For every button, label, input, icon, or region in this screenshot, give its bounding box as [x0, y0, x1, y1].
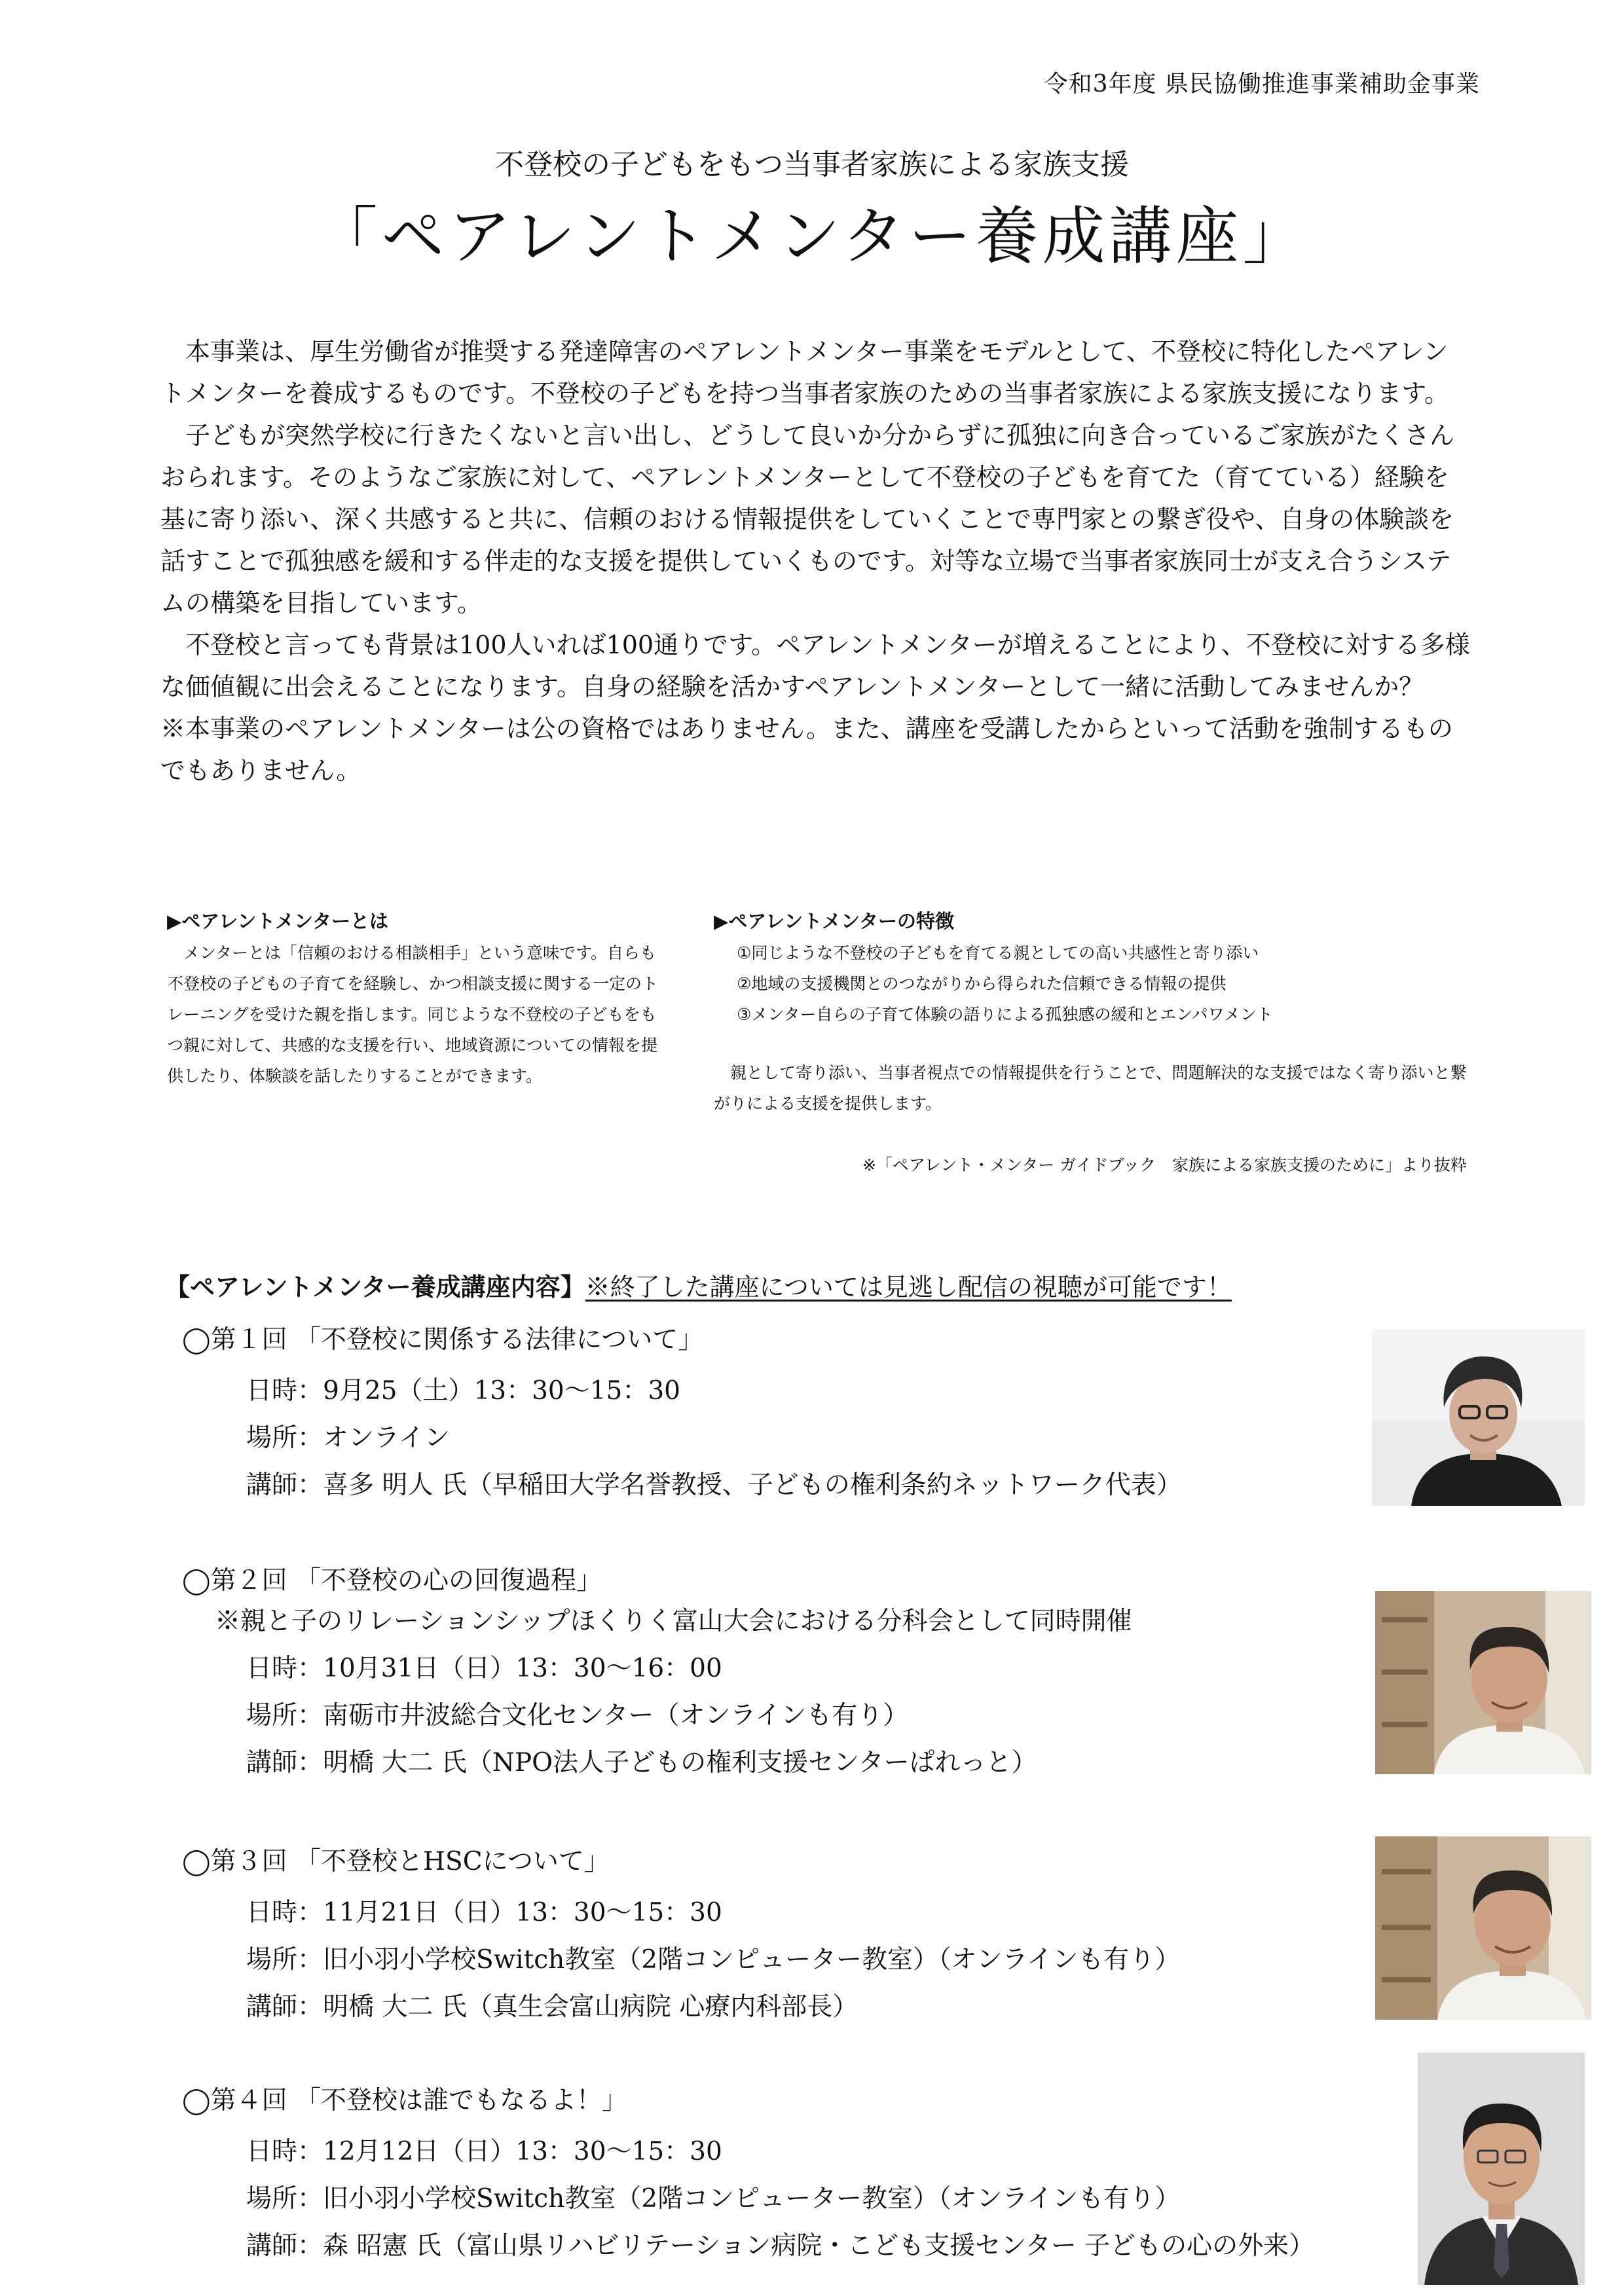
session-datetime: 日時：11月21日（日）13：30〜15：30	[246, 1898, 722, 1927]
courses-notice: ※終了した講座については見逃し配信の視聴が可能です！	[585, 1273, 1232, 1302]
session-place: 場所：旧小羽小学校Switch教室（2階コンピューター教室）（オンラインも有り）	[246, 2184, 1181, 2214]
page-subtitle: 不登校の子どもをもつ当事者家族による家族支援	[495, 148, 1129, 181]
intro-paragraph: 子どもが突然学校に行きたくないと言い出し、どうして良いか分からずに孤独に向き合っているご家族がたくさんおられます。そのようなご家族に対して、ペアレントメンターとして不登校の子どもを育てた（育てている）経験を基に寄り添い、深く共感すると共に、信頼のおける情報提供をしていくことで専門家との繋ぎ役や、自身の体験談を話すことで孤独感を緩和する伴走的な支援を提供していくものです。対等な立場で当事者家族同士が支え合うシステムの構築を目指しています。	[160, 421, 1455, 617]
session-title: ◯第３回 「不登校とHSCについて」	[182, 1847, 610, 1876]
lecturer-photo	[1418, 2052, 1585, 2285]
page-title: 「ペアレントメンター養成講座」	[314, 200, 1310, 273]
program-note: 令和3年度 県民協働推進事業補助金事業	[1044, 71, 1480, 98]
intro-section	[160, 331, 1470, 792]
about-mentor-box	[167, 907, 658, 1091]
session-lecturer: 講師：明橋 大二 氏（真生会富山病院 心療内科部長）	[246, 1992, 858, 2022]
session-title: ◯第２回 「不登校の心の回復過程」	[182, 1566, 602, 1595]
session-datetime: 日時：9月25（土）13：30〜15：30	[246, 1376, 680, 1406]
source-note: ※「ペアレント・メンター ガイドブック 家族による家族支援のために」より抜粋	[862, 1156, 1467, 1175]
mentor-features-heading: ▶ペアレントメンターの特徴	[714, 910, 954, 932]
mentor-features-box	[714, 907, 1467, 1119]
lecturer-photo	[1372, 1329, 1585, 1506]
feature-item: ②地域の支援機関とのつながりから得られた信頼できる情報の提供	[737, 974, 1227, 993]
session-datetime: 日時：10月31日（日）13：30〜16：00	[246, 1654, 722, 1683]
session-lecturer: 講師：喜多 明人 氏（早稲田大学名誉教授、子どもの権利条約ネットワーク代表）	[246, 1470, 1182, 1500]
session-4	[182, 2080, 1426, 2270]
session-2	[182, 1560, 1426, 1787]
session-lecturer: 講師：明橋 大二 氏（NPO法人子どもの権利支援センターぱれっと）	[246, 1748, 1037, 1777]
intro-paragraph: 不登校と言っても背景は100人いれば100通りです。ペアレントメンターが増えることにより、不登校に対する多様な価値観に出会えることになります。自身の経験を活かすペアレントメンターとして一緒に活動してみませんか？	[160, 630, 1470, 701]
session-place: 場所：南砺市井波総合文化センター（オンラインも有り）	[246, 1701, 909, 1730]
intro-paragraph: 本事業は、厚生労働省が推奨する発達障害のペアレントメンター事業をモデルとして、不登校に特化したペアレントメンターを養成するものです。不登校の子どもを持つ当事者家族のための当事者家族による家族支援になります。	[160, 337, 1450, 408]
intro-note: ※本事業のペアレントメンターは公の資格ではありません。また、講座を受講したからといって活動を強制するものでもありません。	[160, 714, 1453, 785]
session-place: 場所：オンライン	[246, 1423, 450, 1453]
session-3	[182, 1841, 1426, 2031]
session-lecturer: 講師：森 昭憲 氏（富山県リハビリテーション病院・こども支援センター 子どもの心の外来）	[246, 2231, 1315, 2261]
courses-header	[165, 1267, 1232, 1303]
session-remark: ※親と子のリレーションシップほくりく富山大会における分科会として同時開催	[215, 1607, 1132, 1636]
feature-paragraph: 親として寄り添い、当事者視点での情報提供を行うことで、問題解決的な支援ではなく寄り添いと繋がりによる支援を提供します。	[714, 1063, 1467, 1113]
session-1	[182, 1319, 1426, 1509]
about-mentor-heading: ▶ペアレントメンターとは	[167, 910, 388, 932]
feature-item: ③メンター自らの子育て体験の語りによる孤独感の緩和とエンパワメント	[737, 1005, 1273, 1024]
session-title: ◯第４回 「不登校は誰でもなるよ！」	[182, 2086, 628, 2115]
session-datetime: 日時：12月12日（日）13：30〜15：30	[246, 2137, 722, 2166]
session-place: 場所：旧小羽小学校Switch教室（2階コンピューター教室）（オンラインも有り）	[246, 1945, 1181, 1975]
session-title: ◯第１回 「不登校に関係する法律について」	[182, 1325, 704, 1355]
feature-item: ①同じような不登校の子どもを育てる親としての高い共感性と寄り添い	[737, 943, 1259, 962]
lecturer-photo	[1375, 1836, 1591, 2020]
lecturer-photo	[1375, 1591, 1591, 1774]
about-mentor-body: メンターとは「信頼のおける相談相手」という意味です。自らも不登校の子どもの子育てを経験し、かつ相談支援に関する一定のトレーニングを受けた親を指します。同じような不登校の子どもをもつ親に対して、共感的な支援を行い、地域資源についての情報を提供したり、体験談を話したりすることができます。	[167, 943, 659, 1085]
courses-heading: 【ペアレントメンター養成講座内容】	[165, 1272, 585, 1302]
